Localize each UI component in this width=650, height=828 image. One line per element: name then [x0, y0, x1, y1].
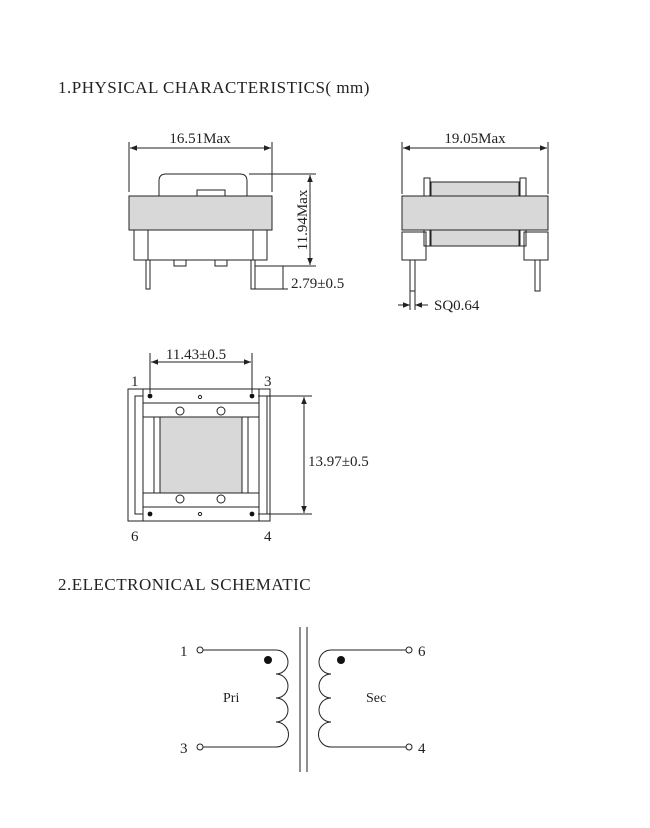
sec-terminal-6 [406, 647, 412, 653]
pin-dot-3 [250, 394, 255, 399]
bottom-pin-4-label: 4 [264, 529, 272, 545]
front-height-label: 11.94Max [295, 189, 311, 251]
bottom-core [160, 417, 242, 493]
pin-dot-6 [148, 512, 153, 517]
bottom-pin-1-label: 1 [131, 374, 139, 390]
front-pin-right [251, 260, 255, 289]
bottom-view [128, 353, 312, 521]
secondary-label: Sec [366, 691, 387, 706]
primary-coil [276, 650, 289, 747]
physical-characteristics-title: 1.PHYSICAL CHARACTERISTICS( mm) [58, 78, 370, 97]
front-view [129, 142, 316, 289]
primary-label: Pri [223, 691, 240, 706]
pri-terminal-3 [197, 744, 203, 750]
pin-spacing-label: 11.43±0.5 [165, 347, 227, 363]
sec-terminal-4 [406, 744, 412, 750]
side-core [402, 196, 548, 230]
front-width-label: 16.51Max [169, 131, 231, 147]
side-width-label: 19.05Max [444, 131, 506, 147]
pin-length-label: 2.79±0.5 [291, 276, 345, 292]
primary-polarity-dot [264, 656, 272, 664]
side-pin-left [410, 260, 415, 291]
schematic-pin-3-label: 3 [180, 741, 188, 757]
row-spacing-label: 13.97±0.5 [308, 454, 369, 470]
secondary-polarity-dot [337, 656, 345, 664]
pin-size-label: SQ0.64 [434, 298, 480, 314]
pin-dot-4 [250, 512, 255, 517]
front-pin-left [146, 260, 150, 289]
front-core [129, 196, 272, 230]
schematic-pin-6-label: 6 [418, 644, 426, 660]
bottom-pin-3-label: 3 [264, 374, 272, 390]
pri-terminal-1 [197, 647, 203, 653]
bottom-pin-6-label: 6 [131, 529, 139, 545]
side-view [398, 142, 548, 310]
side-pin-right [535, 260, 540, 291]
secondary-coil [319, 650, 332, 747]
electronical-schematic-title: 2.ELECTRONICAL SCHEMATIC [58, 575, 312, 594]
schematic-pin-4-label: 4 [418, 741, 426, 757]
schematic-pin-1-label: 1 [180, 644, 188, 660]
pin-dot-1 [148, 394, 153, 399]
